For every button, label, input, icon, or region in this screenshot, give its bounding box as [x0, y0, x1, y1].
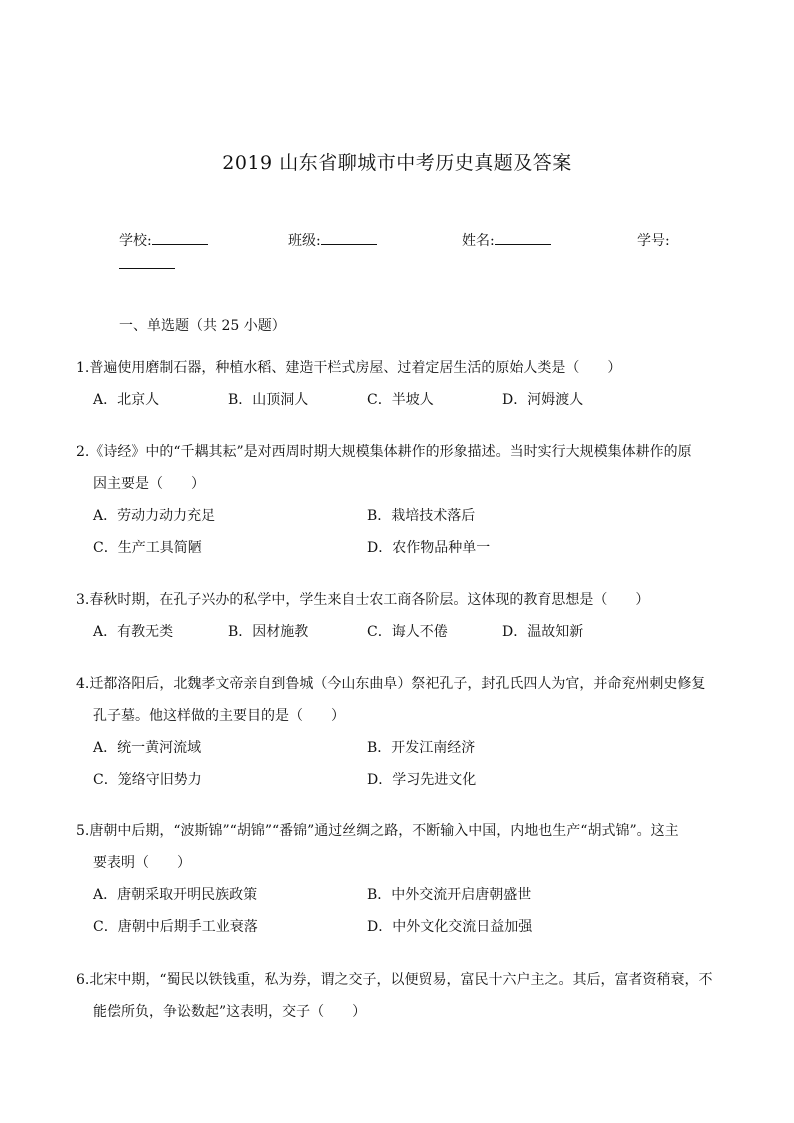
question-4-options-row2: [76, 764, 716, 796]
option-b: B．中外交流开启唐朝盛世: [367, 887, 532, 903]
section-heading: 一、单选题（共 25 小题）: [119, 318, 286, 334]
question-6: [76, 964, 716, 1028]
option-a: A．有教无类: [93, 624, 174, 640]
question-2-options-row2: [76, 532, 716, 564]
question-1-stem: 1.普遍使用磨制石器，种植水稻、建造干栏式房屋、过着定居生活的原始人类是（ ）: [76, 360, 622, 376]
question-6-stem: 6.北宋中期，“蜀民以铁钱重，私为券，谓之交子，以便贸易，富民十六户主之。其后，富者资稍衰，不: [76, 972, 713, 988]
class-label: 班级:: [288, 233, 321, 249]
question-3-options: [76, 616, 716, 648]
school-field: [119, 230, 208, 250]
question-4: [76, 668, 716, 796]
question-6-stem-cont: 能偿所负，争讼数起”这表明，交子（ ）: [93, 1004, 367, 1020]
question-2: [76, 436, 716, 564]
option-d: D．温故知新: [502, 624, 584, 640]
name-blank[interactable]: [495, 230, 551, 245]
question-5-options-row2: [76, 911, 716, 943]
question-3: [76, 584, 716, 648]
option-d: D．农作物品种单一: [367, 540, 491, 556]
question-2-stem-cont: 因主要是（ ）: [93, 476, 205, 492]
question-2-stem: 2.《诗经》中的“千耦其耘”是对西周时期大规模集体耕作的形象描述。当时实行大规模集体耕作的原: [76, 444, 692, 460]
question-4-stem: 4.迁都洛阳后，北魏孝文帝亲自到鲁城（今山东曲阜）祭祀孔子，封孔氏四人为官，并命兖州刺史修复: [76, 676, 706, 692]
id-label: 学号:: [637, 233, 670, 249]
question-5: [76, 815, 716, 943]
option-b: B．开发江南经济: [367, 740, 476, 756]
class-field: [288, 230, 377, 250]
option-c: C．生产工具简陋: [93, 540, 202, 556]
id-blank-line: [119, 254, 175, 273]
question-5-stem: 5.唐朝中后期，“波斯锦”“胡锦”“番锦”通过丝绸之路，不断输入中国，内地也生产“胡式锦”。这主: [76, 823, 679, 839]
class-blank[interactable]: [321, 230, 377, 245]
school-blank[interactable]: [152, 230, 208, 245]
option-b: B．山顶洞人: [228, 392, 309, 408]
option-c: C．半坡人: [367, 392, 434, 408]
question-5-options-row1: [76, 879, 716, 911]
id-blank[interactable]: [119, 254, 175, 269]
option-a: A．北京人: [93, 392, 160, 408]
option-b: B．栽培技术落后: [367, 508, 476, 524]
question-3-stem: 3.春秋时期，在孔子兴办的私学中，学生来自士农工商各阶层。这体现的教育思想是（ ）: [76, 592, 650, 608]
school-label: 学校:: [119, 233, 152, 249]
option-c: C．笼络守旧势力: [93, 772, 202, 788]
option-d: D．中外文化交流日益加强: [367, 919, 533, 935]
option-a: A．劳动力动力充足: [93, 508, 216, 524]
option-a: A．唐朝采取开明民族政策: [93, 887, 258, 903]
option-b: B．因材施教: [228, 624, 309, 640]
option-a: A．统一黄河流域: [93, 740, 202, 756]
question-4-options-row1: [76, 732, 716, 764]
name-field: [462, 230, 551, 250]
question-4-stem-cont: 孔子墓。他这样做的主要目的是（ ）: [93, 708, 345, 724]
option-d: D．河姆渡人: [502, 392, 584, 408]
option-c: C．诲人不倦: [367, 624, 448, 640]
page-title: 2019 山东省聊城市中考历史真题及答案: [222, 152, 572, 174]
id-field: [637, 230, 670, 250]
name-label: 姓名:: [462, 233, 495, 249]
option-d: D．学习先进文化: [367, 772, 477, 788]
option-c: C．唐朝中后期手工业衰落: [93, 919, 258, 935]
question-1: [76, 352, 716, 416]
question-1-options: [76, 384, 716, 416]
question-5-stem-cont: 要表明（ ）: [93, 855, 191, 871]
question-2-options-row1: [76, 500, 716, 532]
